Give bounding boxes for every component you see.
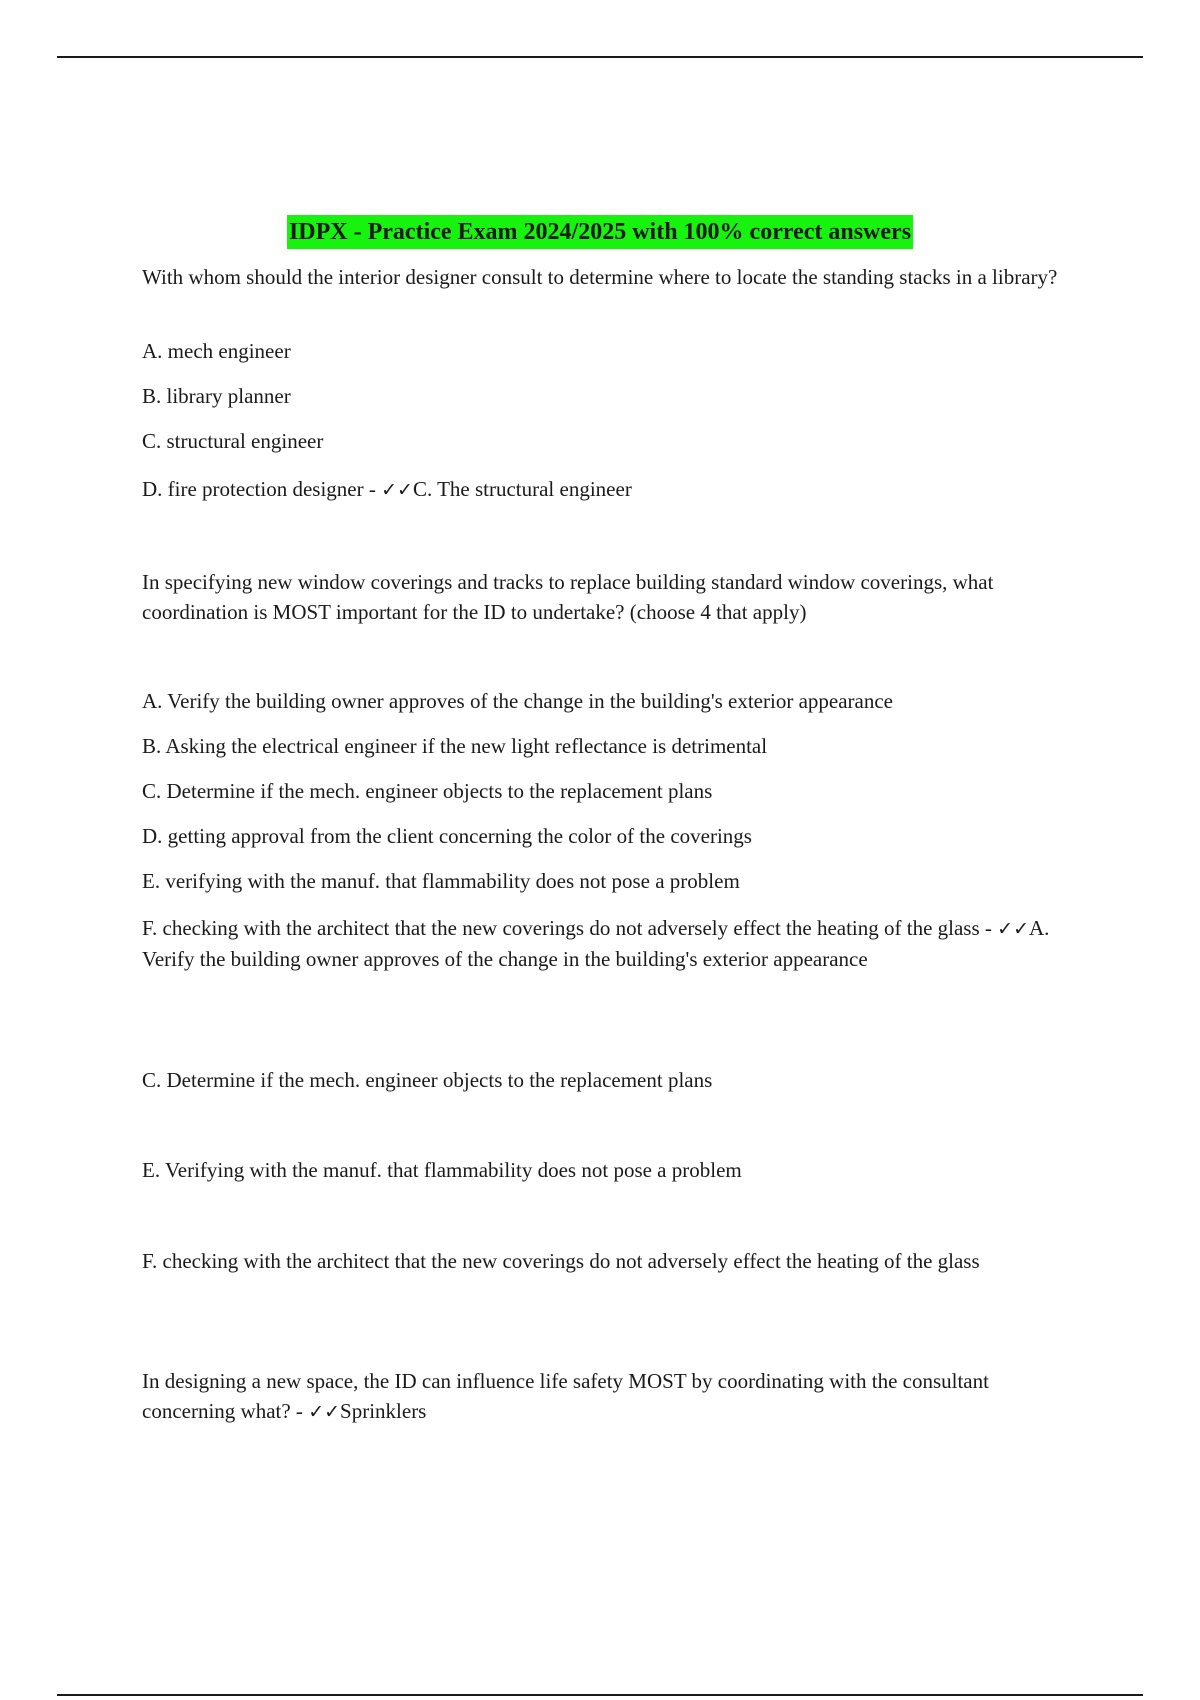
question-2-option-f: F. checking with the architect that the new coverings do not adversely effect the heating of the glass - <box>142 916 998 940</box>
question-1-option-a: A. mech engineer <box>142 339 291 363</box>
question-1-answer: C. The structural engineer <box>412 477 632 501</box>
question-1-option-d: D. fire protection designer - <box>142 477 382 501</box>
question-1-option-d-with-answer <box>142 474 1062 505</box>
question-2-option-a: A. Verify the building owner approves of the change in the building's exterior appearance <box>142 689 893 713</box>
title-container <box>0 215 1200 249</box>
question-2-option-e: E. verifying with the manuf. that flammability does not pose a problem <box>142 869 740 893</box>
checkmark-icon: ✓✓ <box>997 918 1029 940</box>
question-2-answer-c: C. Determine if the mech. engineer objects to the replacement plans <box>142 1068 713 1092</box>
question-2-answer-f: F. checking with the architect that the new coverings do not adversely effect the heating of the glass <box>142 1249 980 1273</box>
question-2-answer-e: E. Verifying with the manuf. that flammability does not pose a problem <box>142 1158 742 1182</box>
question-2-answer-a: A. Verify the building owner approves of the change in the building's exterior appearance <box>142 916 1050 971</box>
question-3-answer: Sprinklers <box>340 1399 427 1423</box>
checkmark-icon: ✓✓ <box>308 1401 341 1423</box>
question-3-text-with-answer <box>142 1366 1062 1427</box>
question-1-text: With whom should the interior designer consult to determine where to locate the standing stacks in a library? <box>142 265 1058 289</box>
question-2-option-d: D. getting approval from the client concerning the color of the coverings <box>142 824 752 848</box>
question-2-text: In specifying new window coverings and tracks to replace building standard window coverings, what coordination is MOST important for the ID to undertake? (choose 4 that apply) <box>142 570 994 624</box>
question-2-option-c: C. Determine if the mech. engineer objects to the replacement plans <box>142 779 713 803</box>
question-2-option-b: B. Asking the electrical engineer if the new light reflectance is detrimental <box>142 734 768 758</box>
question-3-text: In designing a new space, the ID can influence life safety MOST by coordinating with the consultant concerning what? - <box>142 1369 989 1423</box>
top-rule <box>57 56 1143 58</box>
bottom-rule <box>57 1694 1143 1696</box>
document-title: IDPX - Practice Exam 2024/2025 with 100% correct answers <box>287 215 913 249</box>
question-1-option-b: B. library planner <box>142 384 291 408</box>
question-1-option-c: C. structural engineer <box>142 429 324 453</box>
checkmark-icon: ✓✓ <box>381 479 413 501</box>
question-2-option-f-with-answer <box>142 913 1062 974</box>
